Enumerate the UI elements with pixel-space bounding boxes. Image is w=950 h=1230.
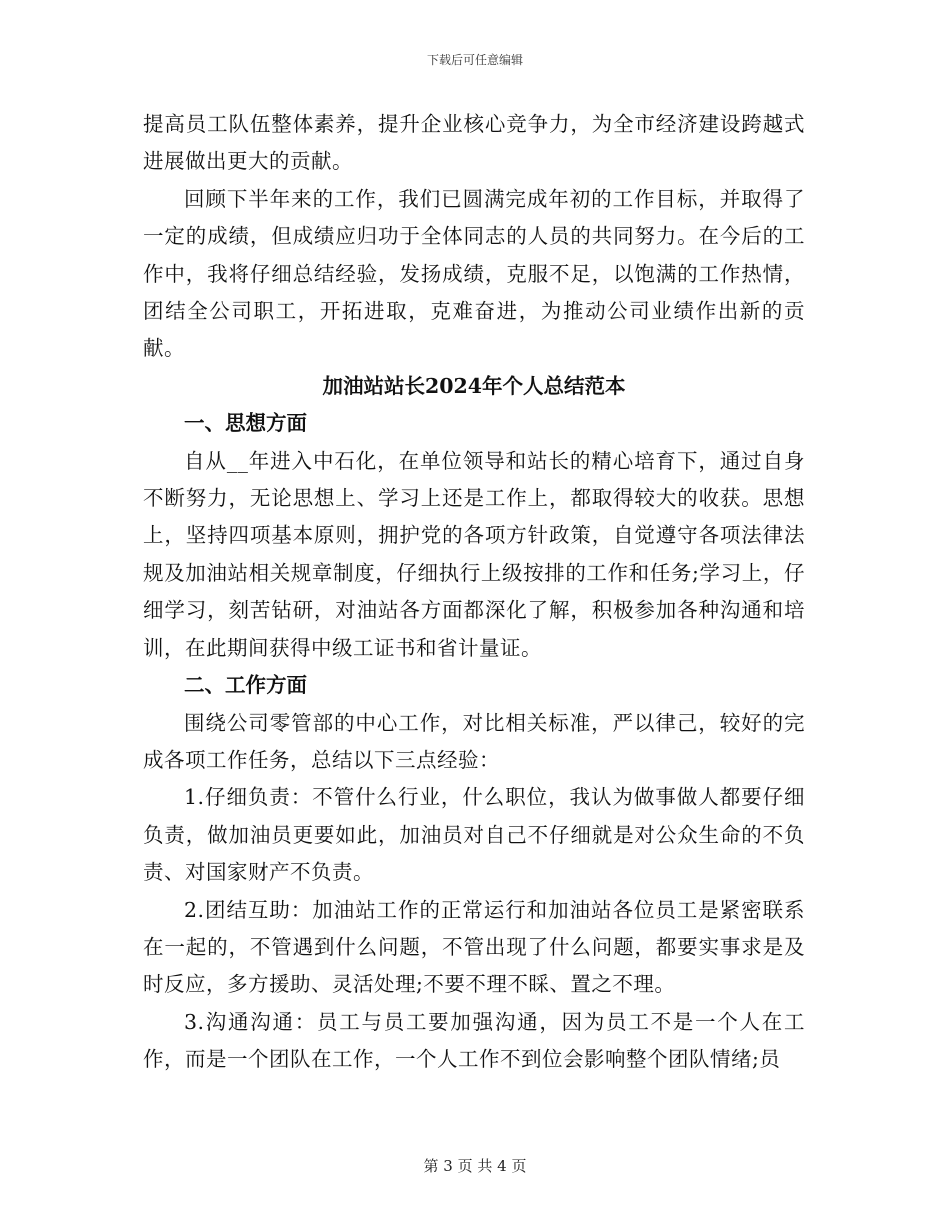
paragraph-work-intro: 围绕公司零管部的中心工作，对比相关标准，严以律己，较好的完成各项工作任务，总结以下三点经验：: [143, 710, 805, 772]
page-header-note: 下载后可任意编辑: [426, 53, 523, 67]
document-body: [143, 106, 805, 1079]
paragraph-point-3: 3.沟通沟通：员工与员工要加强沟通，因为员工不是一个人在工作，而是一个团队在工作，一个人工作不到位会影响整个团队情绪;员: [143, 1009, 805, 1072]
section-heading-thought: 一、思想方面: [184, 411, 307, 436]
section-heading-work: 二、工作方面: [184, 673, 307, 698]
page-number: 第 3 页 共 4 页: [423, 1157, 527, 1175]
paragraph-point-1: 1.仔细负责：不管什么行业，什么职位，我认为做事做人都要仔细负责，做加油员更要如此，加油员对自己不仔细就是对公众生命的不负责、对国家财产不负责。: [143, 785, 805, 885]
paragraph-point-2: 2.团结互助：加油站工作的正常运行和加油站各位员工是紧密联系在一起的，不管遇到什么问题，不管出现了什么问题，都要实事求是及时反应，多方援助、灵活处理;不要不理不睬、置之不理。: [143, 897, 805, 997]
paragraph-review: 回顾下半年来的工作，我们已圆满完成年初的工作目标，并取得了一定的成绩，但成绩应归功于全体同志的人员的共同努力。在今后的工作中，我将仔细总结经验，发扬成绩，克服不足，以饱满的工作热情，团结全公司职工，开拓进取，克难奋进，为推动公司业绩作出新的贡献。: [143, 186, 805, 361]
document-title: 加油站站长2024年个人总结范本: [322, 373, 626, 398]
paragraph-continuation: 提高员工队伍整体素养，提升企业核心竞争力，为全市经济建设跨越式进展做出更大的贡献。: [143, 112, 805, 174]
paragraph-thought: 自从__年进入中石化，在单位领导和站长的精心培育下，通过自身不断努力，无论思想上、学习上还是工作上，都取得较大的收获。思想上，坚持四项基本原则，拥护党的各项方针政策，自觉遵守各项法律法规及加油站相关规章制度，仔细执行上级按排的工作和任务;学习上，仔细学习，刻苦钻研，对油站各方面都深化了解，积极参加各种沟通和培训，在此期间获得中级工证书和省计量证。: [143, 448, 805, 660]
